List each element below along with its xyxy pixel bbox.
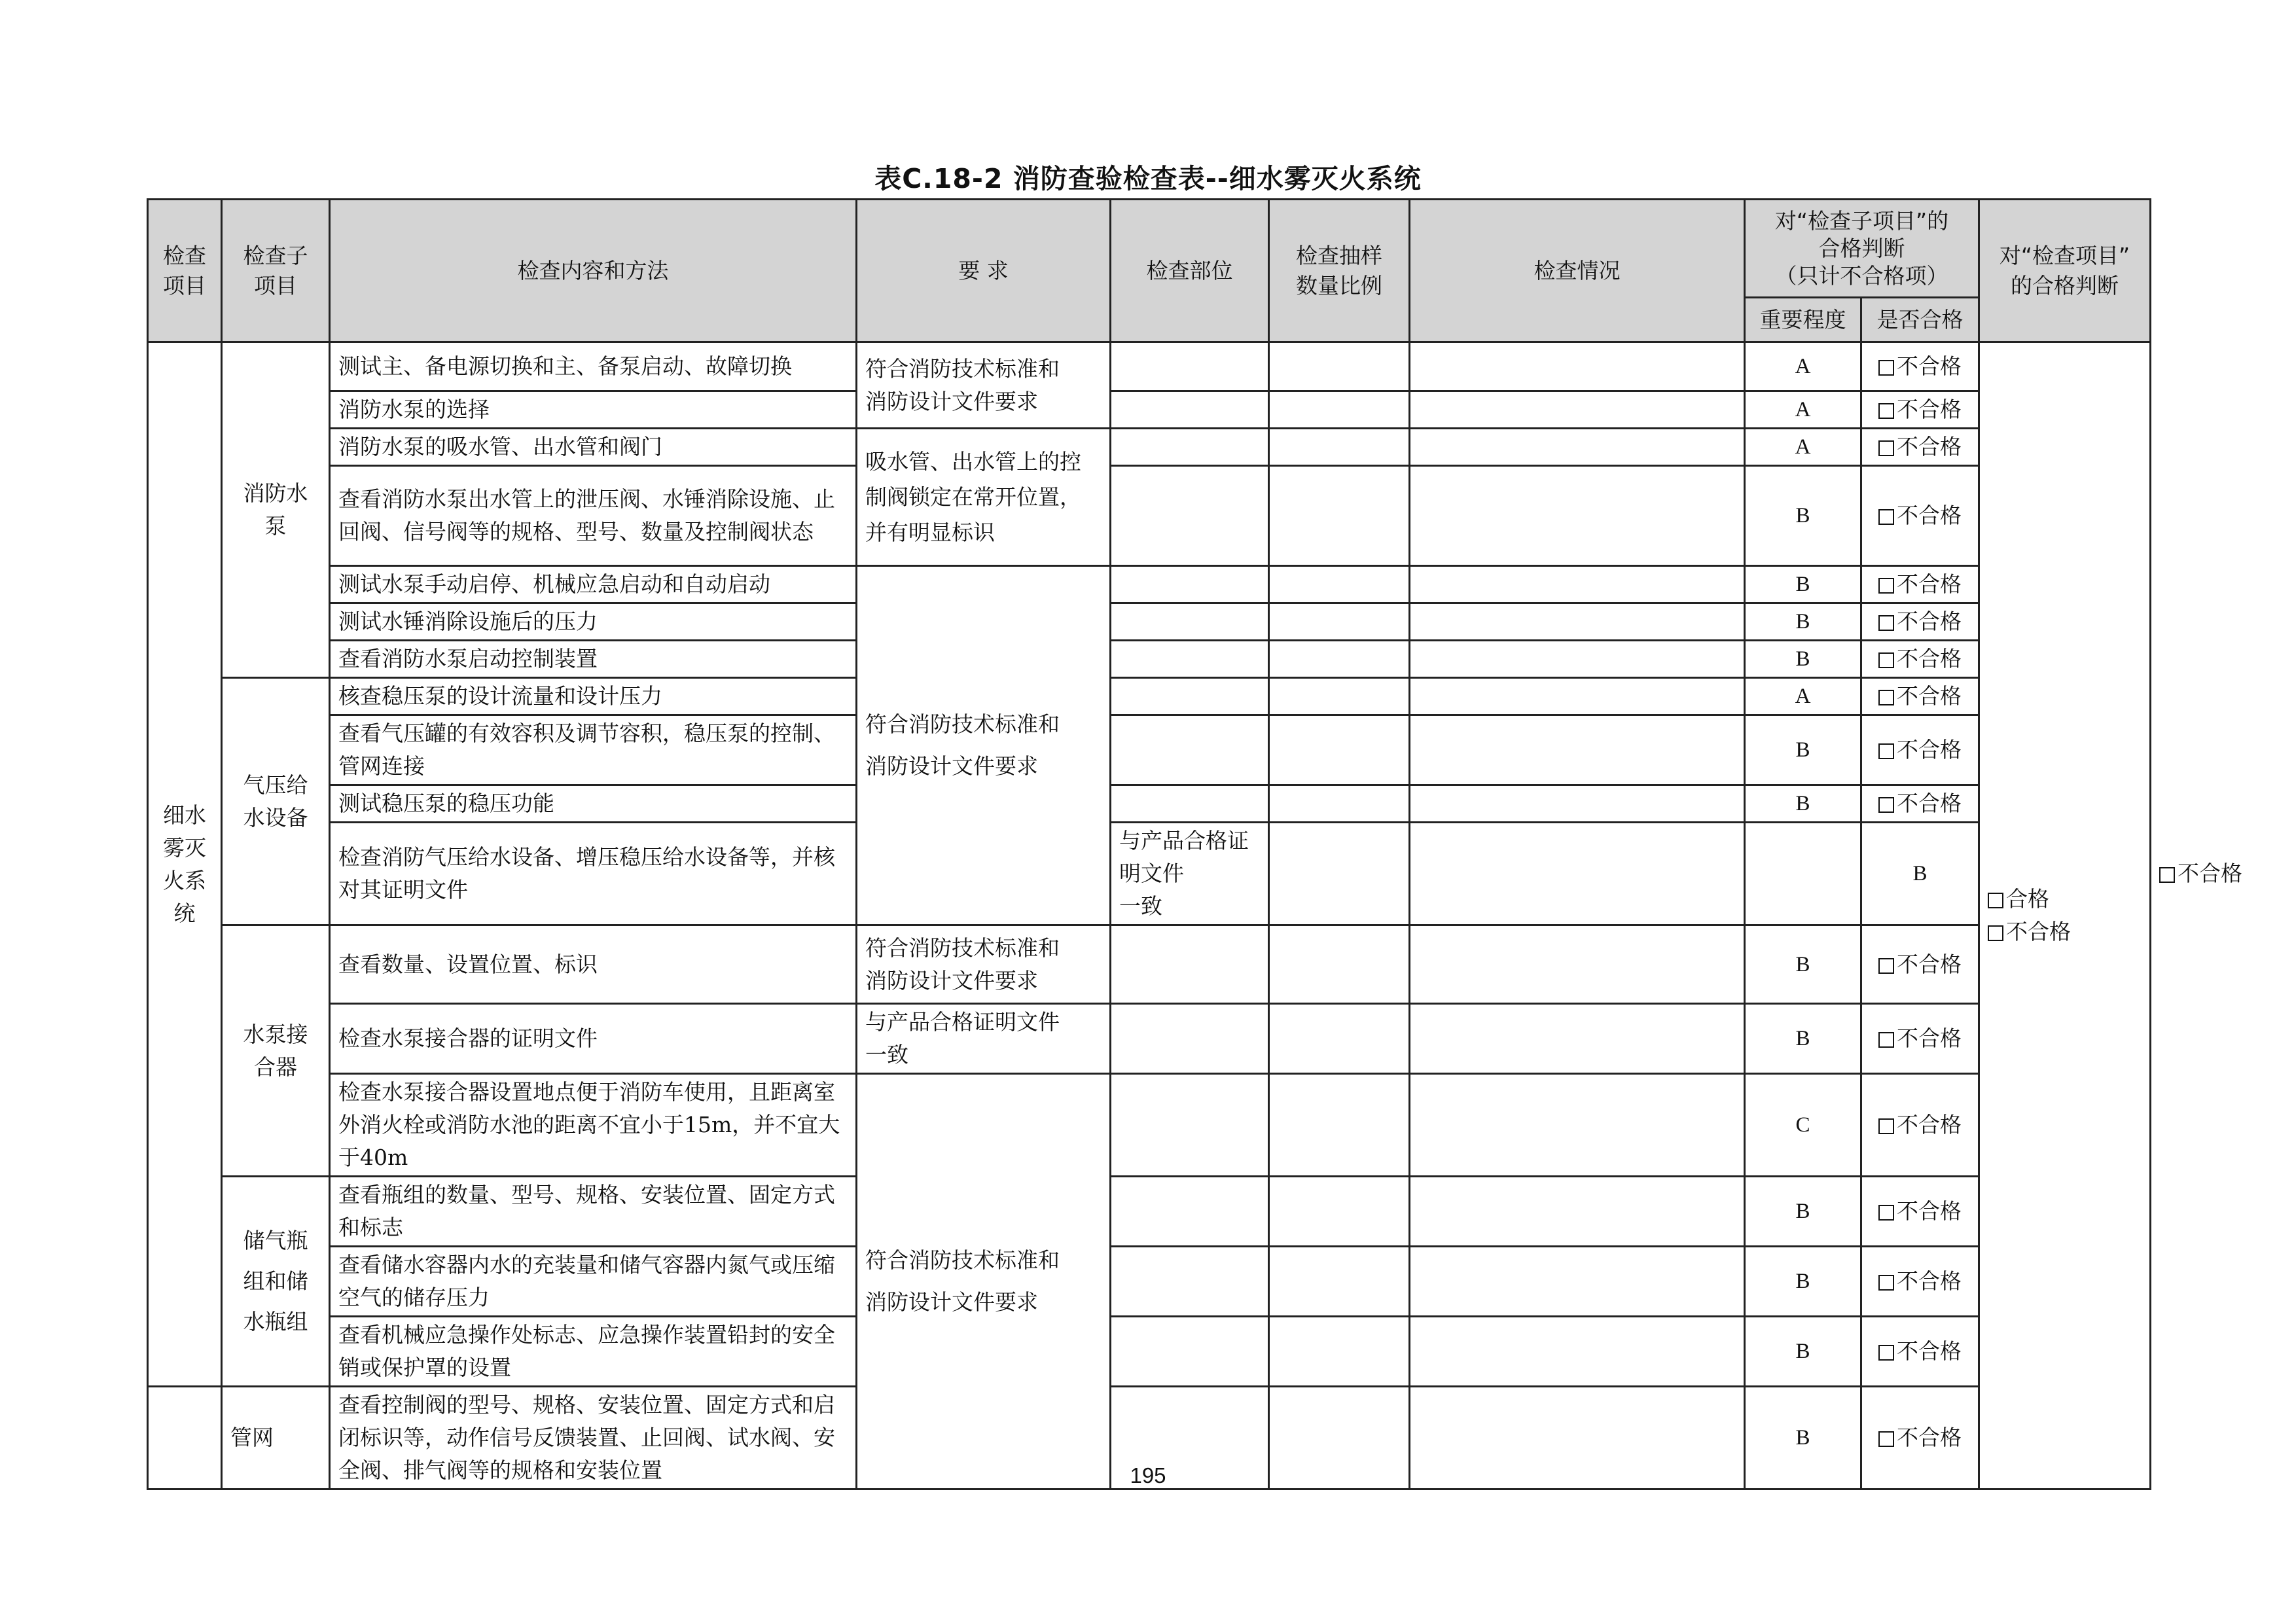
sample-cell[interactable] bbox=[1269, 391, 1410, 429]
sample-cell[interactable] bbox=[1269, 1317, 1410, 1387]
header-pass: 是否合格 bbox=[1861, 298, 1979, 342]
status-cell[interactable] bbox=[1410, 715, 1745, 785]
page-title: 表C.18-2 消防查验检查表--细水雾灭火系统 bbox=[874, 163, 1422, 194]
fail-checkbox[interactable]: 不合格 bbox=[1861, 1387, 1979, 1489]
checkbox-icon bbox=[1988, 925, 2003, 941]
sample-cell[interactable] bbox=[1269, 1004, 1410, 1074]
fail-checkbox[interactable]: 不合格 bbox=[1861, 925, 1979, 1004]
checkbox-icon bbox=[1878, 652, 1894, 668]
header-item-judgment: 对“检查项目” 的合格判断 bbox=[1979, 200, 2151, 342]
checkbox-icon bbox=[2159, 867, 2175, 883]
status-cell[interactable] bbox=[1410, 391, 1745, 429]
location-cell[interactable] bbox=[1111, 1317, 1269, 1387]
header-status: 检查情况 bbox=[1410, 200, 1745, 342]
importance-level: C bbox=[1745, 1074, 1861, 1177]
requirement: 符合消防技术标准和 消防设计文件要求 bbox=[857, 342, 1111, 429]
importance-level: B bbox=[1745, 1177, 1861, 1247]
check-content: 测试稳压泵的稳压功能 bbox=[330, 785, 857, 823]
subitem-bottle: 储气瓶 组和储 水瓶组 bbox=[222, 1177, 330, 1387]
checkbox-icon bbox=[1878, 743, 1894, 759]
importance-level: B bbox=[1745, 1317, 1861, 1387]
header-sample: 检查抽样 数量比例 bbox=[1269, 200, 1410, 342]
status-cell[interactable] bbox=[1410, 925, 1745, 1004]
sample-cell[interactable] bbox=[1269, 466, 1410, 566]
checkbox-icon bbox=[1878, 1431, 1894, 1447]
requirement: 吸水管、出水管上的控 制阀锁定在常开位置， 并有明显标识 bbox=[857, 429, 1111, 566]
checkbox-icon bbox=[1878, 1205, 1894, 1221]
check-content: 查看消防水泵启动控制装置 bbox=[330, 641, 857, 678]
checkbox-icon bbox=[1878, 797, 1894, 813]
check-content: 核查稳压泵的设计流量和设计压力 bbox=[330, 678, 857, 715]
check-content: 测试水锤消除设施后的压力 bbox=[330, 603, 857, 641]
check-content: 消防水泵的选择 bbox=[330, 391, 857, 429]
page-number: 195 bbox=[1130, 1463, 1166, 1488]
status-cell[interactable] bbox=[1410, 603, 1745, 641]
status-cell[interactable] bbox=[1410, 785, 1745, 823]
check-content: 查看消防水泵出水管上的泄压阀、水锤消除设施、止回阀、信号阀等的规格、型号、数量及控制阀状态 bbox=[330, 466, 857, 566]
sample-cell[interactable] bbox=[1410, 823, 1745, 925]
importance-level: A bbox=[1745, 342, 1861, 391]
item-fail-option[interactable]: 不合格 bbox=[1988, 916, 2142, 948]
check-content: 查看储水容器内水的充装量和储气容器内氮气或压缩空气的储存压力 bbox=[330, 1247, 857, 1317]
item-name: 细水 雾灭 火系 统 bbox=[148, 342, 222, 1387]
location-cell[interactable] bbox=[1111, 429, 1269, 466]
fail-checkbox[interactable]: 不合格 bbox=[1861, 566, 1979, 603]
importance-level: B bbox=[1745, 1004, 1861, 1074]
check-content: 查看机械应急操作处标志、应急操作装置铅封的安全销或保护罩的设置 bbox=[330, 1317, 857, 1387]
sample-cell[interactable] bbox=[1269, 1247, 1410, 1317]
location-cell[interactable] bbox=[1111, 1247, 1269, 1317]
fail-checkbox[interactable]: 不合格 bbox=[1861, 342, 1979, 391]
location-cell[interactable] bbox=[1111, 603, 1269, 641]
fail-checkbox[interactable]: 不合格 bbox=[1861, 429, 1979, 466]
location-cell[interactable] bbox=[1269, 823, 1410, 925]
checkbox-icon bbox=[1988, 893, 2003, 908]
fail-checkbox[interactable]: 不合格 bbox=[1861, 1177, 1979, 1247]
sample-cell[interactable] bbox=[1269, 429, 1410, 466]
fail-checkbox[interactable]: 不合格 bbox=[1861, 1004, 1979, 1074]
checkbox-icon bbox=[1878, 690, 1894, 705]
importance-level: B bbox=[1745, 925, 1861, 1004]
importance-level: B bbox=[1745, 566, 1861, 603]
check-content: 检查水泵接合器的证明文件 bbox=[330, 1004, 857, 1074]
importance-level: B bbox=[1745, 1247, 1861, 1317]
sample-cell[interactable] bbox=[1269, 566, 1410, 603]
fail-checkbox[interactable]: 不合格 bbox=[1861, 603, 1979, 641]
status-cell[interactable] bbox=[1410, 1247, 1745, 1317]
checkbox-icon bbox=[1878, 1032, 1894, 1048]
importance-level: A bbox=[1745, 678, 1861, 715]
sample-cell[interactable] bbox=[1269, 785, 1410, 823]
check-content: 查看气压罐的有效容积及调节容积，稳压泵的控制、管网连接 bbox=[330, 715, 857, 785]
importance-level: B bbox=[1745, 466, 1861, 566]
check-content: 查看控制阀的型号、规格、安装位置、固定方式和启闭标识等，动作信号反馈装置、止回阀、试水阀、安全阀、排气阀等的规格和安装位置 bbox=[330, 1387, 857, 1489]
importance-level: A bbox=[1745, 391, 1861, 429]
location-cell[interactable] bbox=[1111, 925, 1269, 1004]
importance-level: B bbox=[1745, 1387, 1861, 1489]
importance-level: B bbox=[1745, 715, 1861, 785]
header-subitem: 检查子 项目 bbox=[222, 200, 330, 342]
subitem-pressure: 气压给 水设备 bbox=[222, 678, 330, 925]
header-item: 检查 项目 bbox=[148, 200, 222, 342]
location-cell[interactable] bbox=[1111, 466, 1269, 566]
check-content: 测试水泵手动启停、机械应急启动和自动启动 bbox=[330, 566, 857, 603]
status-cell[interactable] bbox=[1410, 641, 1745, 678]
requirement: 符合消防技术标准和 消防设计文件要求 bbox=[857, 566, 1111, 925]
check-content: 消防水泵的吸水管、出水管和阀门 bbox=[330, 429, 857, 466]
header-sub-judgment: 对“检查子项目”的 合格判断 （只计不合格项） bbox=[1745, 200, 1979, 298]
location-cell[interactable] bbox=[1111, 566, 1269, 603]
location-cell[interactable] bbox=[1111, 785, 1269, 823]
inspection-table: 检查 项目 检查子 项目 检查内容和方法 要 求 检查部位 检查抽样 数量比例 检查情况 对“检查子项目”的 合格判断 （只计不合格项） 对“检查项目” 的合格判断 重要程度 是否合格 细水 雾灭 火系 统 消防水 泵 测试主、备电源切换和主、备泵启动、故障切换 符合消防技术标准和 消防设计文件要求 A 不合格 合格 不合格 消防水泵的选择 A 不合格 消防水泵的吸水管、出水管和阀门 吸水管、出水管上的控 制阀锁定在常开位置， 并有明显标识 A 不合格 查看消防水泵出水管上的泄压阀、水锤消除设施、止回阀、信号阀等的规格、型号、数量及控制阀状态 B 不合格 测试水泵手动启停、机械应急启动和自动启动 符合消防技术标准和 消防设计文件要求 B 不合格 测试水锤消除设施后的压力 B 不合格 查看消防水泵启动控制装置 B 不合格 气压给 水设备 核查稳压泵的设计流量和设计压力 A 不合格 查看气压罐的有效容积及调节容积，稳压泵的控制、管网连接 B 不合格 测试稳压泵的稳压功能 B 不合格 检查消防气压给水设备、增压稳压给水设备等，并核对其证明文件 与产品合格证明文件 一致 B 不合格 水泵接 合器 查看数量、设置位置、标识 符合消防技术标准和 消防设计文件要求 B 不合格 检查水泵接合器的证明文件 与产品合格证明文件 一致 B 不合格 检查水泵接合器设置地点便于消防车使用，且距离室外消火栓或消防水池的距离不宜小于15m，并不宜大于40m 符合消防技术标准和 消防设计文件要求 C 不合格 储气瓶 组和储 水瓶组 查看瓶组的数量、型号、规格、安装位置、固定方式和标志 B 不合格 查看储水容器内水的充装量和储气容器内氮气或压缩空气的储存压力 B 不合格 查看机械应急操作处标志、应急操作装置铅封的安全销或保护罩的设置 B 不合格 管网 查看控制阀的型号、规格、安装位置、固定方式和启闭标识等，动作信号反馈装置、止回阀、试水阀、安全阀、排气阀等的规格和安装位置 B 不合格 bbox=[147, 198, 2151, 1490]
status-cell[interactable] bbox=[1410, 342, 1745, 391]
fail-checkbox[interactable]: 不合格 bbox=[1861, 466, 1979, 566]
location-cell[interactable] bbox=[1111, 1004, 1269, 1074]
checkbox-icon bbox=[1878, 403, 1894, 419]
checkbox-icon bbox=[1878, 360, 1894, 376]
check-content: 测试主、备电源切换和主、备泵启动、故障切换 bbox=[330, 342, 857, 391]
importance-level: A bbox=[1745, 429, 1861, 466]
location-cell[interactable] bbox=[1111, 678, 1269, 715]
check-content: 查看瓶组的数量、型号、规格、安装位置、固定方式和标志 bbox=[330, 1177, 857, 1247]
check-content: 检查水泵接合器设置地点便于消防车使用，且距离室外消火栓或消防水池的距离不宜小于15m，并不宜大于40m bbox=[330, 1074, 857, 1177]
checkbox-icon bbox=[1878, 1345, 1894, 1361]
fail-checkbox[interactable]: 不合格 bbox=[1861, 785, 1979, 823]
checkbox-icon bbox=[1878, 509, 1894, 525]
fail-checkbox[interactable]: 不合格 bbox=[1861, 1074, 1979, 1177]
header-importance: 重要程度 bbox=[1745, 298, 1861, 342]
checkbox-icon bbox=[1878, 1118, 1894, 1134]
subitem-connector: 水泵接 合器 bbox=[222, 925, 330, 1177]
sample-cell[interactable] bbox=[1269, 1177, 1410, 1247]
fail-checkbox[interactable]: 不合格 bbox=[1861, 678, 1979, 715]
location-cell[interactable] bbox=[1111, 342, 1269, 391]
fail-checkbox[interactable]: 不合格 bbox=[1861, 391, 1979, 429]
sample-cell[interactable] bbox=[1269, 342, 1410, 391]
sample-cell[interactable] bbox=[1269, 715, 1410, 785]
requirement: 符合消防技术标准和 消防设计文件要求 bbox=[857, 925, 1111, 1004]
location-cell[interactable] bbox=[1111, 391, 1269, 429]
item-judgment-cell bbox=[1979, 342, 2151, 1489]
header-content: 检查内容和方法 bbox=[330, 200, 857, 342]
header-location: 检查部位 bbox=[1111, 200, 1269, 342]
fail-checkbox[interactable]: 不合格 bbox=[1861, 715, 1979, 785]
status-cell[interactable] bbox=[1745, 823, 1861, 925]
fail-checkbox[interactable]: 不合格 bbox=[1861, 641, 1979, 678]
sample-cell[interactable] bbox=[1269, 678, 1410, 715]
sample-cell[interactable] bbox=[1269, 925, 1410, 1004]
status-cell[interactable] bbox=[1410, 466, 1745, 566]
check-content: 检查消防气压给水设备、增压稳压给水设备等，并核对其证明文件 bbox=[330, 823, 857, 925]
fail-checkbox[interactable]: 不合格 bbox=[1861, 1317, 1979, 1387]
location-cell[interactable] bbox=[1111, 1177, 1269, 1247]
subitem-pump: 消防水 泵 bbox=[222, 342, 330, 678]
importance-level: B bbox=[1745, 603, 1861, 641]
requirement: 符合消防技术标准和 消防设计文件要求 bbox=[857, 1074, 1111, 1489]
importance-level: B bbox=[1745, 641, 1861, 678]
sample-cell[interactable] bbox=[1269, 603, 1410, 641]
checkbox-icon bbox=[1878, 958, 1894, 974]
importance-level: B bbox=[1745, 785, 1861, 823]
sample-cell[interactable] bbox=[1269, 641, 1410, 678]
subitem-pipe: 管网 bbox=[222, 1387, 330, 1489]
checkbox-icon bbox=[1878, 578, 1894, 594]
fail-checkbox[interactable]: 不合格 bbox=[1861, 1247, 1979, 1317]
status-cell[interactable] bbox=[1410, 429, 1745, 466]
status-cell[interactable] bbox=[1410, 1004, 1745, 1074]
checkbox-icon bbox=[1878, 440, 1894, 456]
status-cell[interactable] bbox=[1410, 678, 1745, 715]
location-cell[interactable] bbox=[1111, 1074, 1269, 1177]
importance-level: B bbox=[1861, 823, 1979, 925]
sample-cell[interactable] bbox=[1269, 1074, 1410, 1177]
status-cell[interactable] bbox=[1410, 1317, 1745, 1387]
location-cell[interactable] bbox=[1111, 715, 1269, 785]
header-requirement: 要 求 bbox=[857, 200, 1111, 342]
checkbox-icon bbox=[1878, 1275, 1894, 1291]
status-cell[interactable] bbox=[1410, 1177, 1745, 1247]
requirement: 与产品合格证明文件 一致 bbox=[1111, 823, 1269, 925]
status-cell[interactable] bbox=[1410, 566, 1745, 603]
location-cell[interactable] bbox=[1111, 641, 1269, 678]
status-cell[interactable] bbox=[1410, 1074, 1745, 1177]
checkbox-icon bbox=[1878, 615, 1894, 631]
item-pass-option[interactable]: 合格 bbox=[1988, 883, 2142, 916]
check-content: 查看数量、设置位置、标识 bbox=[330, 925, 857, 1004]
requirement: 与产品合格证明文件 一致 bbox=[857, 1004, 1111, 1074]
